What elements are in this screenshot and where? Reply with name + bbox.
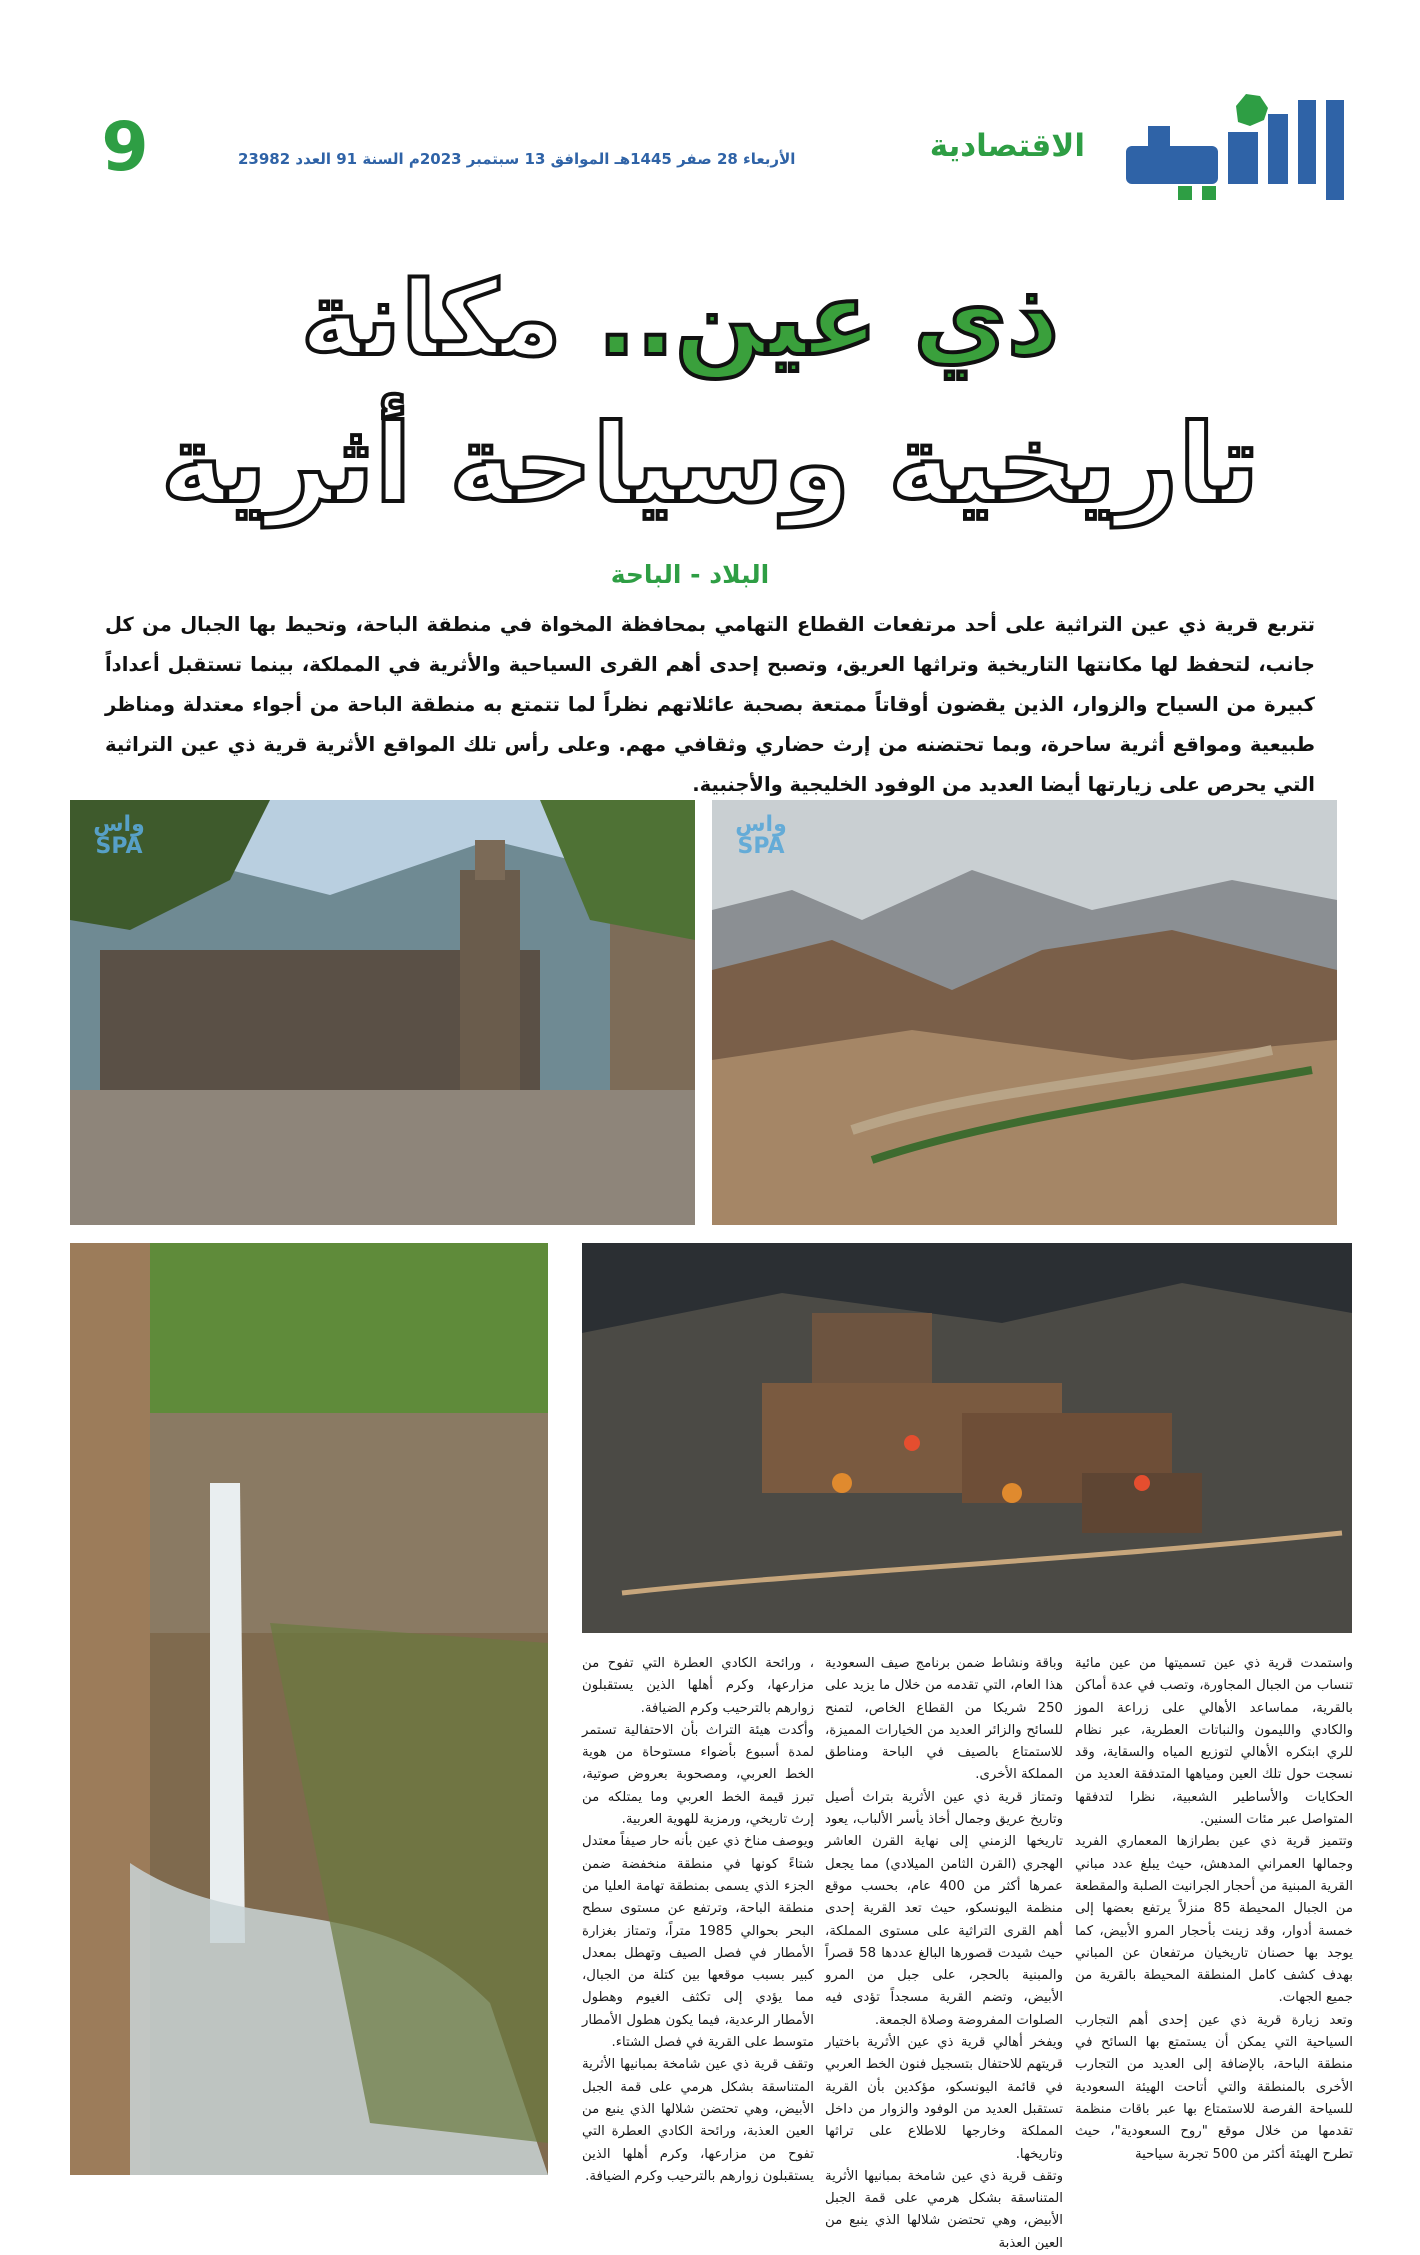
photo-stone-mosque <box>70 800 695 1225</box>
photo-valley-aerial <box>712 800 1337 1225</box>
headline-green-part: ذي عين.. <box>597 260 1060 379</box>
headline-outline-part: مكانة <box>300 260 562 379</box>
column-paragraph: ويفخر أهالي قرية ذي عين الأثرية باختيار قريتهم للاحتفال بتسجيل فنون الخط العربي في قائمة اليونسكو، مؤكدين بأن القرية تستقبل العديد من الوفود والزوار من داخل المملكة وخارجها للاطلاع على تراثها وتاريخها. <box>825 2035 1063 2162</box>
headline-line-2: تاريخية وسياحة أثرية <box>160 402 1260 527</box>
column-paragraph: واستمدت قرية ذي عين تسميتها من عين مائية تنساب من الجبال المجاورة، وتصب في عدة أماكن بالقرية، مماساعد الأهالي على زراعة الموز والكادي والليمون والنباتات العطرية، عبر نظام للري ابتكره الأهالي لتوزيع المياه والسقاية، وقد نسجت حول تلك العين ومياهها المتدفقة العديد من الحكايات والأساطير الشعبية، نظرا لتدفقها المتواصل عبر مئات السنين. <box>1075 1656 1353 1828</box>
column-paragraph: وباقة ونشاط ضمن برنامج صيف السعودية هذا العام، التي تقدمه من خلال ما يزيد على 250 شريكا من القطاع الخاص، لتمنح للسائح والزائر العديد من الخيارات المميزة، للاستمتاع بالصيف في الباحة ومناطق المملكة الأخرى. <box>825 1656 1063 1783</box>
article-column-right <box>1075 1653 1353 2175</box>
column-paragraph: وتقف قرية ذي عين شامخة بمبانيها الأثرية المتناسقة بشكل هرمي على قمة الجبل الأبيض، وهي تحتضن شلالها الذي ينبع من العين العذبة، ورائحة الكادي العطرة التي تفوح من مزارعها، وكرم أهلها الذين يستقبلون زوارهم بالترحيب وكرم الضيافة. <box>582 2057 814 2184</box>
column-paragraph: وأكدت هيئة التراث بأن الاحتفالية تستمر لمدة أسبوع بأضواء مستوحاة من هوية الخط العربي، ومصحوبة بعروض صوتية، تبرز قيمة الخط العربي وما يمتلكه من إرث تاريخي، ورمزية للهوية العربية. <box>582 1722 814 1828</box>
column-paragraph: ويوصف مناخ ذي عين بأنه حار صيفاً معتدل شتاءً كونها في منطقة منخفضة ضمن الجزء الذي يسمى بمنطقة تهامة العليا من منطقة الباحة، وترتفع عن مستوى سطح البحر بحوالي 1985 متراً، وتمتاز بغزارة الأمطار في فصل الصيف وتهطل بمعدل كبير بسبب موقعها بين كتلة من الجبال، مما يؤدي إلى تكثف الغيوم وهطول الأمطار الرعدية، فيما يكون هطول الأمطار متوسط على القرية في فصل الشتاء. <box>582 1834 814 2051</box>
column-paragraph: وتتميز قرية ذي عين بطرازها المعماري الفريد وجمالها العمراني المدهش، حيث يبلغ عدد مباني القرية المبنية من أحجار الجرانيت الصلبة والمقطعة من الجبال المحيطة 85 منزلاً يرتفع بعضها إلى خمسة أدوار، وقد زينت بأحجار المرو الأبيض، كما يوجد بها حصنان تاريخيان مرتفعان عن المباني بهدف كشف كامل المنطقة المحيطة بالقرية من جميع الجهات. <box>1075 1834 1353 2006</box>
dateline: الأربعاء 28 صفر 1445هـ الموافق 13 سبتمبر 2023م السنة 91 العدد 23982 <box>238 150 796 168</box>
spa-watermark: واس SPA <box>735 812 787 859</box>
column-paragraph: وتمتاز قرية ذي عين الأثرية بتراث أصيل وتاريخ عريق وجمال أخاذ يأسر الألباب، يعود تاريخها الزمني إلى نهاية القرن العاشر الهجري (القرن الثامن الميلادي) مما يجعل عمرها أكثر من 400 عام، بحسب موقع منظمة اليونسكو، حيث تعد القرية إحدى أهم القرى التراثية على مستوى المملكة، حيث شيدت قصورها البالغ عددها 58 قصراً والمبنية بالحجر، على جبل من المرو الأبيض، وتضم القرية مسجداً تؤدى فيه الصلوات المفروضة وصلاة الجمعة. <box>825 1789 1063 2028</box>
column-paragraph: وتعد زيارة قرية ذي عين إحدى أهم التجارب السياحية التي يمكن أن يستمتع بها السائح في منطقة الباحة، بالإضافة إلى العديد من التجارب الأخرى بالمنطقة والتي أتاحت الهيئة السعودية للسياحة الفرصة للاستمتاع بها عبر باقات منظمة تقدمها من خلال موقع "روح السعودية"، حيث تطرح الهيئة أكثر من 500 تجربة سياحية <box>1075 2012 1353 2162</box>
article-column-middle <box>825 1653 1063 2251</box>
section-title: الاقتصادية <box>929 128 1085 164</box>
column-paragraph: وتقف قرية ذي عين شامخة بمبانيها الأثرية المتناسقة بشكل هرمي على قمة الجبل الأبيض، وهي تحتضن شلالها الذي ينبع من العين العذبة <box>825 2168 1063 2251</box>
article-column-left <box>582 1653 814 2184</box>
spa-watermark: واس SPA <box>93 812 145 859</box>
saudi-map-icon <box>1236 94 1268 126</box>
newspaper-logo <box>1118 86 1358 216</box>
photo-village-night <box>582 1243 1352 1633</box>
column-paragraph: ، ورائحة الكادي العطرة التي تفوح من مزارعها، وكرم أهلها الذين يستقبلون زوارهم بالترحيب وكرم الضيافة. <box>582 1656 814 1716</box>
byline: البلاد - الباحة <box>610 560 770 589</box>
headline-line-1 <box>200 255 1160 385</box>
lead-paragraph: تتربع قرية ذي عين التراثية على أحد مرتفعات القطاع التهامي بمحافظة المخواة في منطقة الباحة، وتحيط بها الجبال من كل جانب، لتحفظ لها مكانتها التاريخية وتراثها العريق، وتصبح إحدى أهم القرى السياحية والأثرية في المملكة، بينما تستقبل أعداداً كبيرة من السياح والزوار، الذين يقضون أوقاتاً ممتعة بصحبة عائلاتهم نظراً لما تتمتع به منطقة الباحة من أجواء معتدلة ومناظر طبيعية ومواقع أثرية ساحرة، وبما تحتضنه من إرث حضاري وثقافي مهم. وعلى رأس تلك المواقع الأثرية قرية ذي عين التراثية التي يحرص على زيارتها أيضا العديد من الوفود الخليجية والأجنبية. <box>105 613 1315 796</box>
photo-waterfall <box>70 1243 548 2175</box>
page-number: 9 <box>101 108 149 187</box>
